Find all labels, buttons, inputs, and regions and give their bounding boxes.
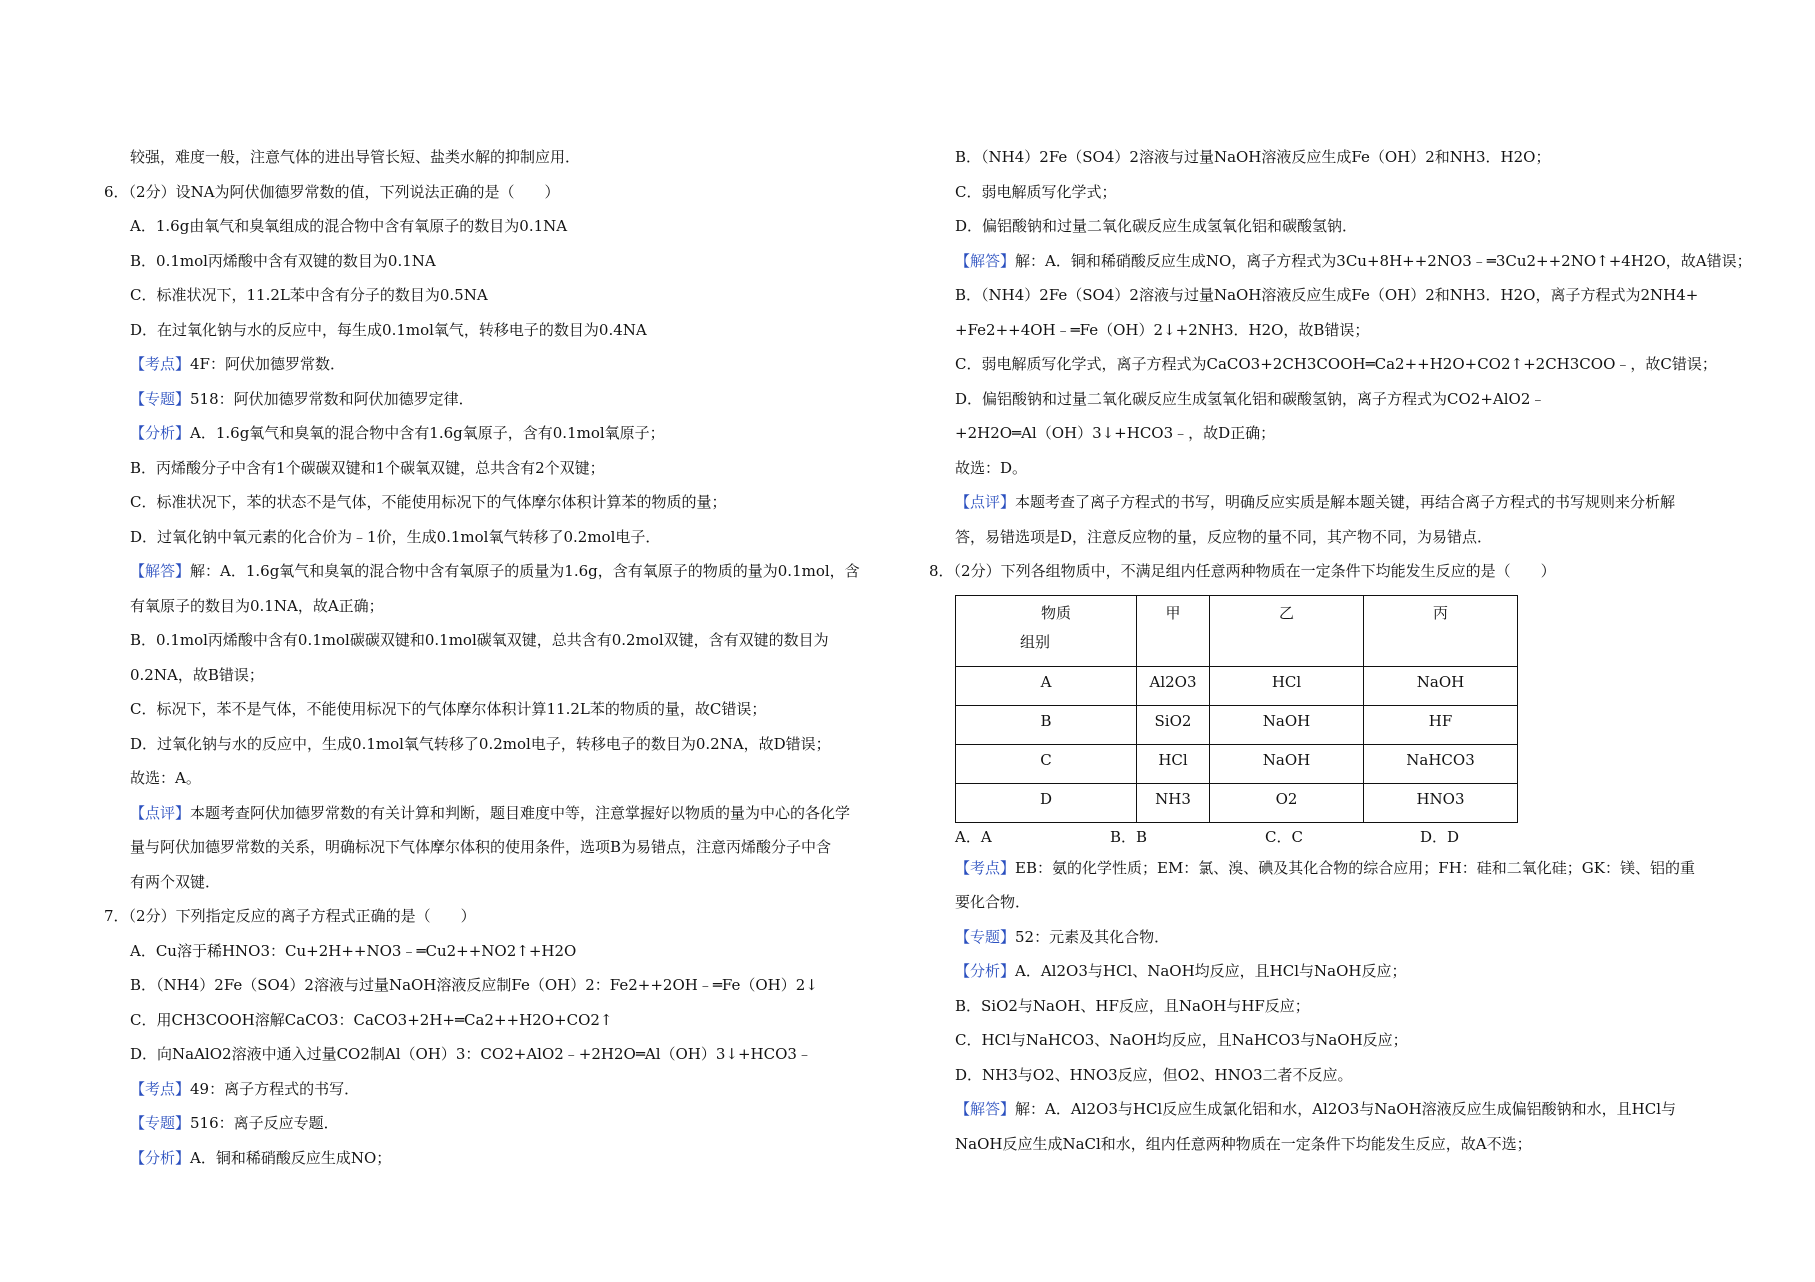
option-d: D．D <box>1420 827 1460 846</box>
text-line <box>955 520 1725 555</box>
row-col-3: NaHCO3 <box>1364 744 1518 783</box>
text-line <box>130 209 905 244</box>
text-line <box>955 175 1725 210</box>
right-column <box>929 140 1752 1161</box>
left-column <box>104 140 905 1175</box>
row-group: C <box>956 744 1137 783</box>
table-row <box>956 744 1518 783</box>
text-line <box>955 313 1725 348</box>
line-text: 本题考查阿伏加德罗常数的有关计算和判断，题目难度中等，注意掌握好以物质的量为中心的各化学 <box>190 803 851 822</box>
text-line <box>130 1072 905 1107</box>
line-text: 6．（2分）设NA为阿伏伽德罗常数的值，下列说法正确的是（ ） <box>104 182 560 201</box>
text-line <box>955 416 1725 451</box>
row-col-1: NH3 <box>1137 783 1210 822</box>
question-line <box>104 175 905 210</box>
text-line <box>130 416 905 451</box>
table-row <box>956 705 1518 744</box>
header-col-2: 乙 <box>1210 595 1364 666</box>
line-text: D．过氧化钠与水的反应中，生成0.1mol氧气转移了0.2mol电子，转移电子的数目为0.2NA，故D错误； <box>130 734 831 753</box>
text-line <box>130 1106 905 1141</box>
table-row <box>956 666 1518 705</box>
question-8-options <box>955 823 1725 851</box>
section-tag: 【解答】 <box>955 1100 1016 1118</box>
corner-top-label: 物质 <box>1040 603 1071 622</box>
right-top-text <box>929 140 1752 589</box>
row-group: A <box>956 666 1137 705</box>
line-text: A．1.6g由氧气和臭氧组成的混合物中含有氧原子的数目为0.1NA <box>130 217 568 235</box>
text-line <box>130 865 905 900</box>
row-group: D <box>956 783 1137 822</box>
text-line <box>130 761 905 796</box>
section-tag: 【解答】 <box>130 562 191 580</box>
text-line <box>130 796 905 831</box>
line-text: 7．（2分）下列指定反应的离子方程式正确的是（ ） <box>104 907 476 925</box>
line-text: C．用CH3COOH溶解CaCO3：CaCO3+2H+═Ca2++H2O+CO2↑ <box>130 1010 613 1029</box>
line-text: D．向NaAlO2溶液中通入过量CO2制Al（OH）3：CO2+AlO2﹣+2H2O═Al（OH）3↓+HCO3﹣ <box>130 1045 812 1063</box>
line-text: A．1.6g氧气和臭氧的混合物中含有1.6g氧原子，含有0.1mol氧原子； <box>190 424 665 442</box>
section-tag: 【专题】 <box>130 1114 191 1132</box>
section-tag: 【分析】 <box>130 1148 191 1167</box>
text-line <box>130 589 905 624</box>
text-line <box>130 968 905 1003</box>
section-tag: 【专题】 <box>955 927 1016 946</box>
text-line <box>130 278 905 313</box>
text-line <box>955 851 1725 886</box>
text-line <box>130 520 905 555</box>
text-line <box>130 140 905 175</box>
line-text: 答，易错选项是D，注意反应物的量，反应物的量不同，其产物不同，为易错点． <box>955 527 1493 546</box>
row-col-2: NaOH <box>1210 744 1364 783</box>
corner-bottom-label: 组别 <box>1020 632 1051 651</box>
text-line <box>130 692 905 727</box>
table-row <box>956 783 1518 822</box>
text-line <box>955 244 1752 279</box>
line-text: D．过氧化钠中氧元素的化合价为﹣1价，生成0.1mol氧气转移了0.2mol电子． <box>130 527 661 546</box>
line-text: D．NH3与O2、HNO3反应，但O2、HNO3二者不反应。 <box>955 1065 1353 1084</box>
line-text: 8．（2分）下列各组物质中，不满足组内任意两种物质在一定条件下均能发生反应的是（ ） <box>929 562 1556 580</box>
section-tag: 【考点】 <box>130 1079 191 1098</box>
row-col-2: NaOH <box>1210 705 1364 744</box>
line-text: B．0.1mol丙烯酸中含有双键的数目为0.1NA <box>130 251 436 270</box>
text-line <box>955 989 1725 1024</box>
line-text: C．弱电解质写化学式，离子方程式为CaCO3+2CH3COOH═Ca2++H2O+CO2↑+2CH3COO﹣，故C错误； <box>955 355 1717 373</box>
text-line <box>955 1127 1725 1162</box>
header-col-1: 甲 <box>1137 595 1210 666</box>
text-line <box>130 347 905 382</box>
text-line <box>955 920 1725 955</box>
text-line <box>955 885 1725 920</box>
line-text: 有两个双键． <box>130 872 221 891</box>
text-line <box>955 954 1725 989</box>
question-line <box>929 554 1725 589</box>
line-text: 518：阿伏加德罗常数和阿伏加德罗定律． <box>190 389 474 408</box>
text-line <box>130 727 905 762</box>
line-text: 解：A．Al2O3与HCl反应生成氯化铝和水，Al2O3与NaOH溶液反应生成偏铝酸钠和水，且HCl与 <box>1015 1100 1677 1118</box>
section-tag: 【考点】 <box>130 355 191 373</box>
text-line <box>955 1092 1725 1127</box>
question-line <box>104 899 905 934</box>
line-text: B．0.1mol丙烯酸中含有0.1mol碳碳双键和0.1mol碳氧双键，总共含有0.2mol双键，含有双键的数目为 <box>130 631 829 649</box>
line-text: +Fe2++4OH﹣═Fe（OH）2↓+2NH3．H2O，故B错误； <box>955 320 1370 339</box>
text-line <box>130 485 905 520</box>
section-tag: 【分析】 <box>130 424 191 442</box>
text-line <box>130 658 905 693</box>
line-text: 本题考查了离子方程式的书写，明确反应实质是解本题关键，再结合离子方程式的书写规则来分析解 <box>1015 493 1676 511</box>
line-text: D．偏铝酸钠和过量二氧化碳反应生成氢氧化铝和碳酸氢钠，离子方程式为CO2+AlO2﹣ <box>955 389 1546 408</box>
line-text: A．铜和稀硝酸反应生成NO； <box>190 1148 392 1167</box>
table-corner-cell <box>956 595 1137 666</box>
line-text: 故选：D。 <box>955 458 1028 477</box>
row-col-1: HCl <box>1137 744 1210 783</box>
line-text: C．弱电解质写化学式； <box>955 182 1117 201</box>
row-col-2: O2 <box>1210 783 1364 822</box>
line-text: D．偏铝酸钠和过量二氧化碳反应生成氢氧化铝和碳酸氢钠． <box>955 217 1358 235</box>
text-line <box>130 244 905 279</box>
line-text: 49：离子方程式的书写． <box>190 1079 360 1098</box>
text-line <box>955 1058 1725 1093</box>
text-line <box>955 140 1725 175</box>
text-line <box>130 554 905 589</box>
line-text: B．（NH4）2Fe（SO4）2溶液与过量NaOH溶液反应制Fe（OH）2：Fe2++2OH﹣═Fe（OH）2↓ <box>130 976 818 994</box>
line-text: 有氧原子的数目为0.1NA，故A正确； <box>130 596 384 615</box>
text-line <box>955 278 1725 313</box>
line-text: 要化合物． <box>955 893 1031 911</box>
line-text: B．（NH4）2Fe（SO4）2溶液与过量NaOH溶液反应生成Fe（OH）2和NH3．H2O； <box>955 148 1551 166</box>
text-line <box>130 1037 905 1072</box>
line-text: 解：A．铜和稀硝酸反应生成NO，离子方程式为3Cu+8H++2NO3﹣═3Cu2++2NO↑+4H2O，故A错误； <box>1015 251 1752 270</box>
line-text: D．在过氧化钠与水的反应中，每生成0.1mol氧气，转移电子的数目为0.4NA <box>130 320 647 339</box>
line-text: C．标况下，苯不是气体，不能使用标况下的气体摩尔体积计算11.2L苯的物质的量，故C错误； <box>130 700 767 718</box>
line-text: 解：A．1.6g氧气和臭氧的混合物中含有氧原子的质量为1.6g，含有氧原子的物质的量为0.1mol，含 <box>190 562 860 580</box>
text-line <box>130 313 905 348</box>
line-text: A．Cu溶于稀HNO3：Cu+2H++NO3﹣═Cu2++NO2↑+H2O <box>130 941 577 960</box>
text-line <box>130 623 905 658</box>
row-col-3: HNO3 <box>1364 783 1518 822</box>
question-8-table <box>955 595 1518 823</box>
line-text: EB：氨的化学性质；EM：氯、溴、碘及其化合物的综合应用；FH：硅和二氧化硅；GK：镁、铝的重 <box>1015 858 1695 877</box>
option-a: A．A <box>955 827 992 846</box>
line-text: C．标准状况下，苯的状态不是气体，不能使用标况下的气体摩尔体积计算苯的物质的量； <box>130 493 727 511</box>
text-line <box>130 1003 905 1038</box>
line-text: 52：元素及其化合物． <box>1015 927 1170 946</box>
line-text: 量与阿伏加德罗常数的关系，明确标况下气体摩尔体积的使用条件，选项B为易错点，注意丙烯酸分子中含 <box>130 838 832 856</box>
row-group: B <box>956 705 1137 744</box>
section-tag: 【专题】 <box>130 389 191 408</box>
text-line <box>955 451 1725 486</box>
right-bottom-text <box>955 851 1725 1162</box>
text-line <box>955 485 1725 520</box>
section-tag: 【点评】 <box>130 803 191 822</box>
line-text: NaOH反应生成NaCl和水，组内任意两种物质在一定条件下均能发生反应，故A不选； <box>955 1134 1532 1153</box>
line-text: C．HCl与NaHCO3、NaOH均反应，且NaHCO3与NaOH反应； <box>955 1031 1408 1049</box>
line-text: +2H2O═Al（OH）3↓+HCO3﹣，故D正确； <box>955 424 1276 442</box>
section-tag: 【分析】 <box>955 962 1016 980</box>
section-tag: 【考点】 <box>955 858 1016 877</box>
question-8-table-wrap <box>955 595 1725 823</box>
line-text: B．丙烯酸分子中含有1个碳碳双键和1个碳氧双键，总共含有2个双键； <box>130 458 605 477</box>
option-c: C．C <box>1265 827 1303 846</box>
table-header-row <box>956 595 1518 666</box>
option-b: B．B <box>1110 827 1148 846</box>
row-col-2: HCl <box>1210 666 1364 705</box>
section-tag: 【点评】 <box>955 493 1016 511</box>
text-line <box>130 451 905 486</box>
text-line <box>955 347 1725 382</box>
text-line <box>955 382 1725 417</box>
section-tag: 【解答】 <box>955 251 1016 270</box>
line-text: 4F：阿伏加德罗常数． <box>190 355 345 373</box>
line-text: 516：离子反应专题． <box>190 1114 339 1132</box>
line-text: C．标准状况下，11.2L苯中含有分子的数目为0.5NA <box>130 286 488 304</box>
text-line <box>130 1141 905 1176</box>
text-line <box>955 1023 1725 1058</box>
text-line <box>130 382 905 417</box>
line-text: A．Al2O3与HCl、NaOH均反应，且HCl与NaOH反应； <box>1015 962 1407 980</box>
row-col-3: HF <box>1364 705 1518 744</box>
line-text: 0.2NA，故B错误； <box>130 665 264 684</box>
line-text: B．（NH4）2Fe（SO4）2溶液与过量NaOH溶液反应生成Fe（OH）2和NH3．H2O，离子方程式为2NH4+ <box>955 286 1699 304</box>
line-text: 较强，难度一般，注意气体的进出导管长短、盐类水解的抑制应用． <box>130 148 581 166</box>
row-col-1: SiO2 <box>1137 705 1210 744</box>
text-line <box>130 934 905 969</box>
line-text: B．SiO2与NaOH、HF反应，且NaOH与HF反应； <box>955 996 1310 1015</box>
row-col-1: Al2O3 <box>1137 666 1210 705</box>
text-line <box>955 209 1725 244</box>
row-col-3: NaOH <box>1364 666 1518 705</box>
header-col-3: 丙 <box>1364 595 1518 666</box>
text-line <box>130 830 905 865</box>
line-text: 故选：A。 <box>130 769 201 787</box>
